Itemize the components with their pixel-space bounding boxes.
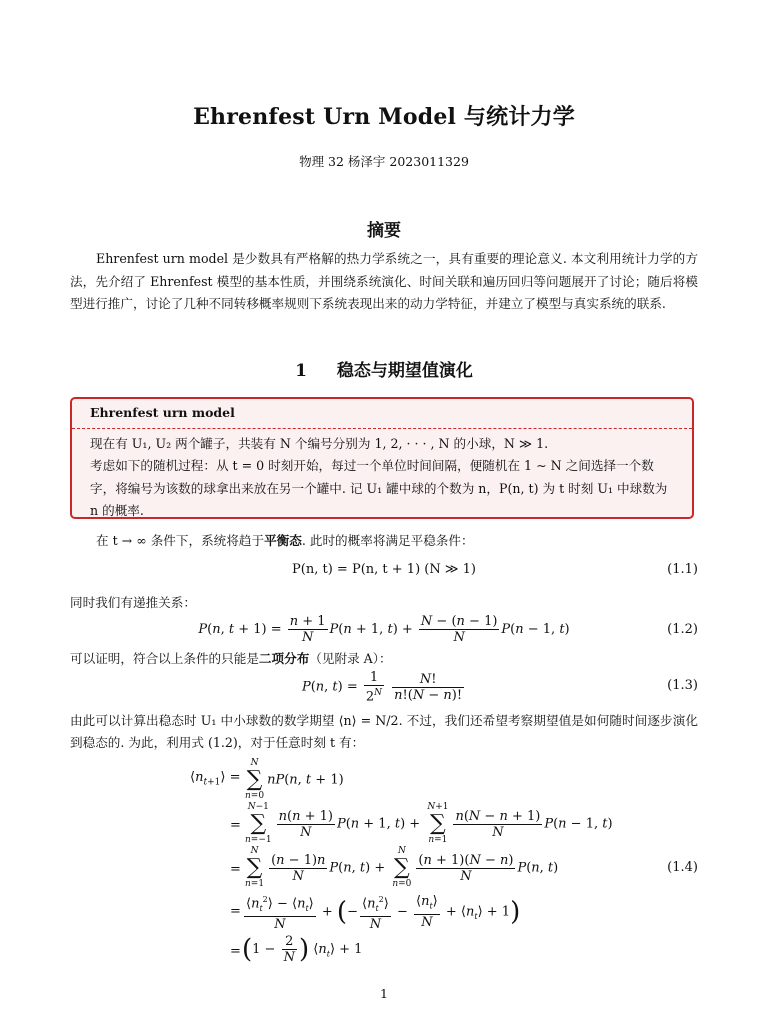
definition-box-divider [72, 428, 692, 429]
equation-1-3-tag: (1.3) [667, 678, 698, 693]
definition-box [70, 397, 694, 519]
equation-1-1 [70, 562, 698, 586]
equation-1-3-body: P(n, t) = $\frac{1}{2^N}$ $\frac{N!}{n!(N - n)!}$ [301, 670, 463, 705]
paragraph-text: （见附录 A）： [309, 651, 392, 666]
paragraph-binomial [70, 648, 698, 670]
equation-1-2-body: P(n, t + 1) = $\frac{n + 1}{N}$ P(n + 1, t) + $\frac{N - (n - 1)}{N}$ P(n − 1, t) [198, 614, 570, 645]
equation-1-2 [70, 614, 698, 648]
equation-1-1-tag: (1.1) [667, 562, 698, 577]
keyword-binomial: 二项分布 [258, 651, 310, 666]
document-page: Ehrenfest Urn Model 与统计力学 物理 32 杨泽宇 2023011329 摘要 Ehrenfest urn model 是少数具有严格解的热力学系统之一，具有重要的理论意义. 本文利用统计力学的方法，先介绍了 Ehrenfest 模型的基本性质，并围绕系统演化、时间关联和遍历回归等问题展开了讨论；随后将模型进行推广，讨论了几种不同转移概率规则下系统表现出来的动力学特征，并建立了模型与真实系统的联系. 1 稳态与期望值演化 Ehrenfest urn model 现在有 U₁, U₂ 两个罐子，共装有 N 个编号分别为 1, 2, · · · , N 的小球，N ≫ 1. 考虑如下的随机过程：从 t = 0 时刻开始，每过一个单位时间间隔，便随机在 1 ∼ N 之间选择一个数字，将编号为该数的球拿出来放在另一个罐中. 记 U₁ 罐中球的个数为 n，P(n, t) 为 t 时刻 U₁ 中球数为 n 的概率. 在 t → ∞ 条件下，系统将趋于平衡态. 此时的概率将满足平稳条件： P(n, t) = P(n, t + 1) (N ≫ 1) (1.1) 同时我们有递推关系： P(n, t + 1) = $\frac{n + 1}{N}$ P(n + 1, t) + $\frac{N - (n - 1)}{N}$ P(n − 1, t) (1.2) 可以证明，符合以上条件的只能是二项分布（见附录 A）： P(n, t) = $\frac{1}{2^N}$ $\frac{N!}{n!(N - n)!}$ (1.3) 由此可以计算出稳态时 U₁ 中小球数的数学期望 ⟨n⟩ = N/2. 不过，我们还希望考察期望值是如何随时间逐步演化到稳态的. 为此，利用式 (1.2)，对于任意时刻 t 有： $⟨n_{t+1}⟩$ = N ∑ n=0 nP(n, t + 1) = N−1 ∑ n=−1 $\frac{n(n + 1)}{N}$ P(n + 1, t) + N+1 ∑ n=1 $\frac{n(N - n + 1)}{N}$ P(n − 1, t) = N ∑ n=1 $\frac{(n - 1)n}{N}$ P(n, t) + N ∑ n=0 $\frac{(n + 1)(N - n)}{N}$ P(n, t) = $\frac{⟨n_t^2⟩ - ⟨n_t⟩}{N}$ + (− $\frac{⟨n_t^2⟩}{N}$ − $\frac{⟨n_t⟩}{N}$ + $⟨n_t⟩ + 1$) = (1 − $\frac{2}{N}$ ) $⟨n_t⟩ + 1$ (1.4) 1 [0, 0, 768, 1024]
section-title: 稳态与期望值演化 [336, 361, 473, 381]
abstract-heading: 摘要 [367, 221, 401, 241]
paper-title: Ehrenfest Urn Model 与统计力学 [193, 104, 575, 130]
definition-box-text [90, 433, 678, 522]
abstract-text: Ehrenfest urn model 是少数具有严格解的热力学系统之一，具有重要的理论意义. 本文利用统计力学的方法，先介绍了 Ehrenfest 模型的基本性质，并围绕系统演化、时间关联和遍历回归等问题展开了讨论；随后将模型进行推广，讨论了几种不同转移概率规则下系统表现出来的动力学特征，并建立了模型与真实系统的联系. [70, 251, 698, 311]
author-line: 物理 32 杨泽宇 2023011329 [299, 154, 469, 169]
definition-box-title: Ehrenfest urn model [90, 405, 235, 420]
equation-1-1-body: P(n, t) = P(n, t + 1) (N ≫ 1) [292, 562, 476, 577]
paragraph-equilibrium [70, 530, 698, 552]
paragraph-text: 可以证明，符合以上条件的只能是 [70, 651, 259, 666]
equation-1-4-tag: (1.4) [667, 860, 698, 875]
paragraph-recursion: 同时我们有递推关系： [70, 595, 196, 610]
definition-line-1: 现在有 U₁, U₂ 两个罐子，共装有 N 个编号分别为 1, 2, · · · , N 的小球，N ≫ 1. [90, 436, 549, 451]
page-number: 1 [380, 986, 388, 1001]
section-heading [0, 356, 768, 381]
keyword-equilibrium: 平衡态 [264, 533, 302, 548]
definition-line-2: 考虑如下的随机过程：从 t = 0 时刻开始，每过一个单位时间间隔，便随机在 1 ∼ N 之间选择一个数字，将编号为该数的球拿出来放在另一个罐中. 记 U₁ 罐中球的个数为 n，P(n, t) 为 t 时刻 U₁ 中球数为 n 的概率. [90, 458, 668, 518]
paragraph-text: 在 t → ∞ 条件下，系统将趋于 [96, 533, 265, 548]
equation-1-2-tag: (1.2) [667, 622, 698, 637]
paragraph-text: . 此时的概率将满足平稳条件： [301, 533, 474, 548]
equation-1-3 [70, 670, 698, 704]
paragraph-expectation: 由此可以计算出稳态时 U₁ 中小球数的数学期望 ⟨n⟩ = N/2. 不过，我们还希望考察期望值是如何随时间逐步演化到稳态的. 为此，利用式 (1.2)，对于任意时刻 t 有： [70, 713, 698, 750]
section-number: 1 [295, 361, 307, 381]
